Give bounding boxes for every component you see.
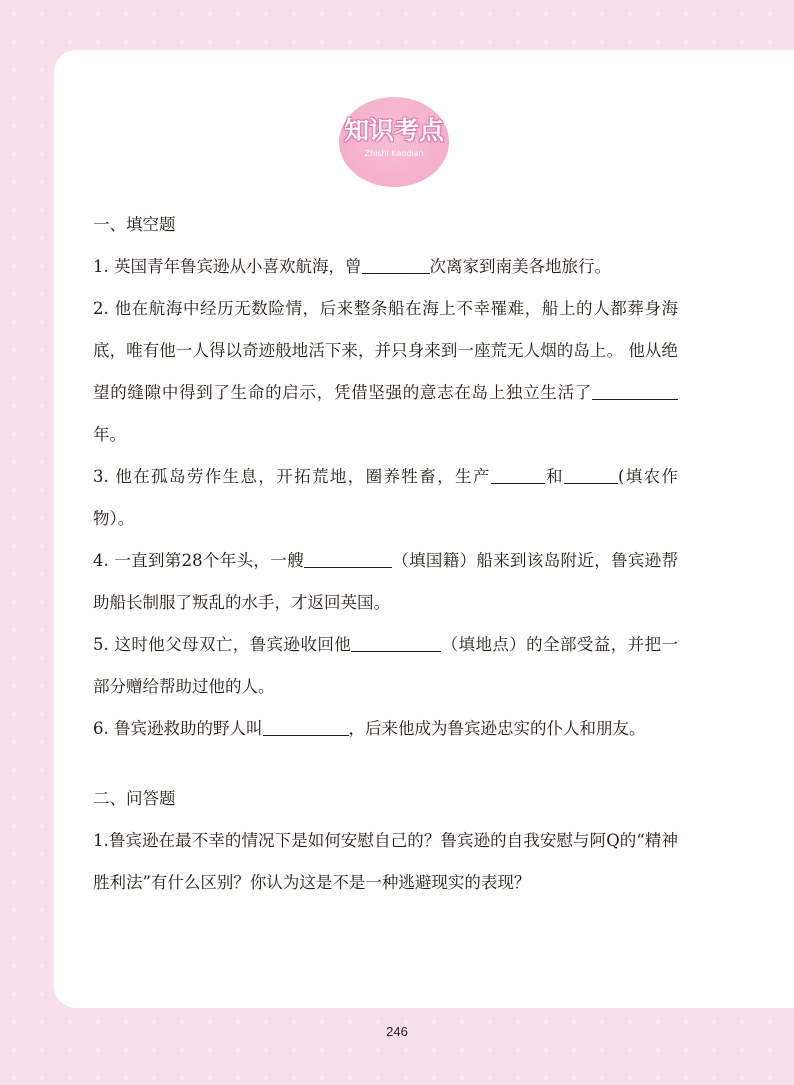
badge-title: 知识考点: [343, 116, 444, 145]
answer-blank-3a[interactable]: [491, 466, 545, 484]
question-6-text-a: 6. 鲁宾逊救助的野人叫: [93, 719, 263, 738]
answer-blank-6[interactable]: [263, 718, 349, 736]
question-1-text-b: 次离家到南美各地旅行。: [429, 257, 611, 276]
badge-subtitle: Zhishi Kaodian: [364, 149, 424, 158]
question-1: [93, 246, 678, 288]
answer-blank-5[interactable]: [351, 634, 441, 652]
question-2: [93, 288, 678, 456]
page-number: 246: [386, 1024, 408, 1039]
exercise-content: [93, 204, 678, 904]
question-1-text-a: 1. 英国青年鲁宾逊从小喜欢航海，曾: [93, 257, 362, 276]
answer-blank-1[interactable]: [362, 256, 430, 274]
question-6-text-b: ，后来他成为鲁宾逊忠实的仆人和朋友。: [348, 719, 646, 738]
question-4-text-b: （填国籍）船来到该岛附近，鲁宾逊帮助船长制服了叛乱的水手，才返回英国。: [93, 551, 678, 612]
question-3: [93, 456, 678, 540]
question-5-text-b: （填地点）的全部受益，并把一部分赠给帮助过他的人。: [93, 635, 678, 696]
question-5-text-a: 5. 这时他父母双亡，鲁宾逊收回他: [93, 635, 352, 654]
question-2-text-b: 年。: [93, 425, 126, 444]
section1-title: 一、填空题: [93, 215, 176, 234]
section2-title: 二、问答题: [93, 789, 176, 808]
section-badge: [339, 97, 449, 187]
question-3-text-a: 3. 他在孤岛劳作生息，开拓荒地，圈养牲畜，生产: [93, 467, 491, 486]
question-3-text-c: (填农作物）。: [93, 467, 678, 528]
answer-blank-2[interactable]: [592, 382, 678, 400]
question-4-text-a: 4. 一直到第28个年头，一艘: [93, 551, 304, 570]
question-4: [93, 540, 678, 624]
question-5: [93, 624, 678, 708]
question-3-text-b: 和: [544, 467, 564, 486]
essay-question-1: 1.鲁宾逊在最不幸的情况下是如何安慰自己的？鲁宾逊的自我安慰与阿Q的“精神胜利法”有什么区别？你认为这是不是一种逃避现实的表现？: [93, 831, 678, 892]
answer-blank-3b[interactable]: [564, 466, 618, 484]
answer-blank-4[interactable]: [304, 550, 392, 568]
question-6: [93, 708, 678, 750]
question-2-text-a: 2. 他在航海中经历无数险情，后来整条船在海上不幸罹难，船上的人都葬身海底，唯有他一人得以奇迹般地活下来，并只身来到一座荒无人烟的岛上。 他从绝望的缝隙中得到了生命的启示，凭借坚强的意志在岛上独立生活了: [93, 299, 678, 402]
